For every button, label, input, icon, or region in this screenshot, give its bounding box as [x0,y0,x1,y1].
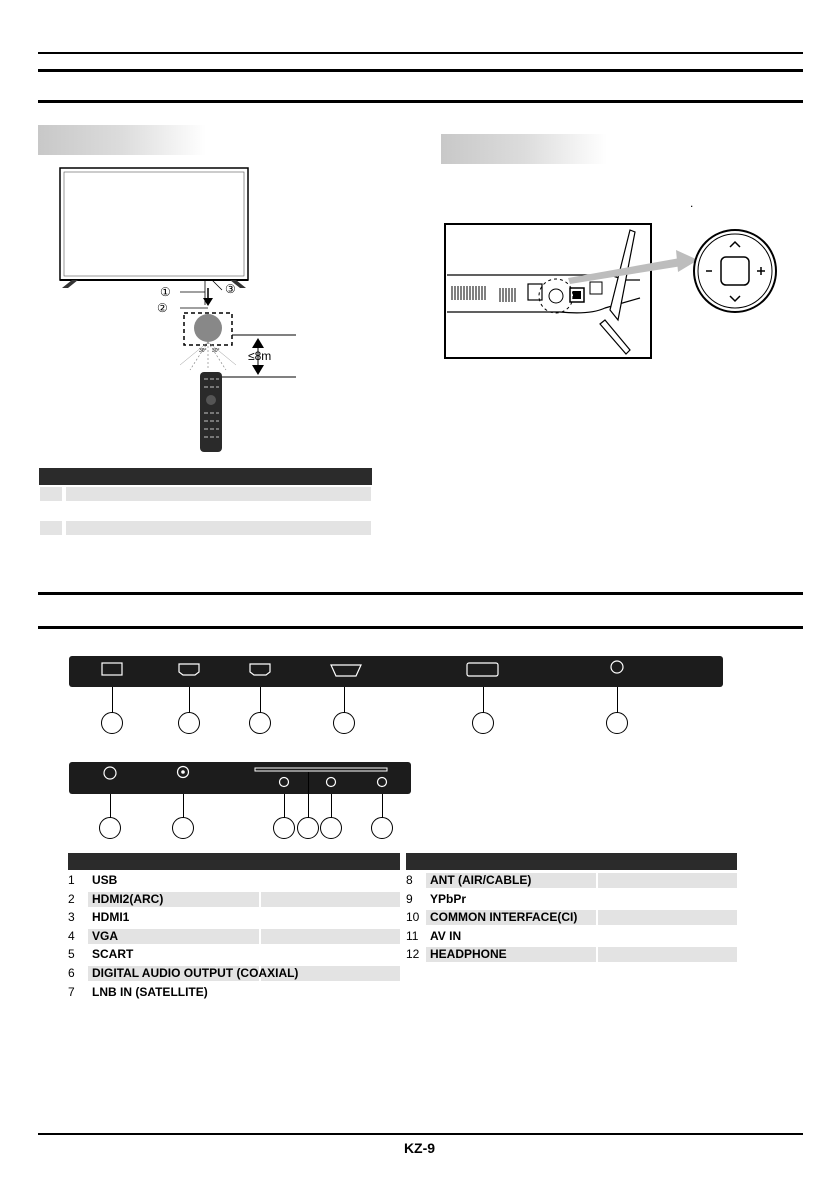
headphone-port-icon [378,778,387,787]
label-1: ① [160,285,171,299]
callout-circle [249,712,271,734]
row-shade-divider [596,947,598,962]
connector-number: 5 [68,947,75,962]
connector-number: 1 [68,873,75,887]
connector-row [406,909,737,926]
control-button-diagram [440,220,785,365]
sensor-table-header [39,468,372,485]
header-rule-middle [38,69,803,72]
connector-label: HEADPHONE [430,947,507,962]
callout-circle [297,817,319,839]
coaxial-port-icon [611,661,623,673]
connector-row [406,946,737,963]
section2-rule-bottom [38,626,803,629]
row-shade-divider [259,892,261,907]
dot-mark: . [690,196,694,210]
av-in-port-icon [327,778,336,787]
connector-row [406,891,737,908]
connector-number: 6 [68,966,75,980]
distance-label: ≤8m [248,349,272,363]
callout-circle [320,817,342,839]
ci-slot-icon [255,768,387,771]
connector-number: 10 [406,910,420,925]
scart-port-icon [467,663,498,676]
connector-panel-bottom-ports [69,762,411,794]
vga-port-icon [331,665,361,676]
connector-row [406,872,737,889]
sensor-table-row-3 [66,521,371,535]
connector-number: 12 [406,947,420,962]
header-rule-bottom [38,100,803,103]
connector-label: USB [92,873,118,887]
connector-number: 3 [68,910,75,925]
angle-left-label: 30° [199,348,207,354]
connector-row [68,965,400,982]
callout-circle [178,712,200,734]
section-title-bar-left [38,125,206,155]
sensor-circle [194,314,222,342]
connector-number: 11 [406,928,419,943]
connector-label: COMMON INTERFACE(CI) [430,910,578,925]
callout-circle [101,712,123,734]
callout-circle [273,817,295,839]
connector-label: HDMI1 [92,910,130,925]
label-2: ② [157,301,168,315]
footer-rule [38,1133,803,1135]
hdmi2-port-icon [179,664,199,675]
connector-label: YPbPr [430,891,467,906]
callout-circle [172,817,194,839]
tv-foot-left [62,280,78,288]
connector-row [68,946,400,963]
connector-row [68,891,400,908]
connector-row [68,928,400,945]
connector-row [68,984,400,1001]
callout-circle [333,712,355,734]
sensor-table-row-3-num [40,521,62,535]
row-shade [88,929,400,944]
connector-table-right-header [406,853,737,870]
usb-port-icon [102,663,122,675]
ypbpr-port-icon [280,778,289,787]
connector-label: VGA [92,928,119,943]
connector-table-left-header [68,853,400,870]
sensor-table-row-1 [66,487,371,501]
section-title-bar-right [441,134,607,164]
connector-number: 8 [406,873,413,887]
connector-number: 4 [68,928,75,943]
callout-circle [606,712,628,734]
section2-rule-top [38,592,803,595]
connector-number: 9 [406,891,413,906]
callout-circle [371,817,393,839]
row-shade-divider [596,910,598,925]
connector-row [406,928,737,945]
connector-label: ANT (AIR/CABLE) [430,873,532,887]
connector-row [68,872,400,889]
sensor-table-row-1-num [40,487,62,501]
control-button-center [721,257,749,285]
row-shade-divider [596,873,598,888]
connector-panel-top-ports [69,656,723,687]
lnb-port-icon [104,767,116,779]
connector-number: 2 [68,891,75,906]
callout-circle [99,817,121,839]
angle-right-label: 30° [212,348,220,354]
connector-label: AV IN [430,928,462,943]
remote-sensor-diagram [50,160,310,460]
hdmi1-port-icon [250,664,270,675]
connector-label: SCART [92,947,134,962]
label-3: ③ [225,282,236,296]
connector-label: DIGITAL AUDIO OUTPUT (COAXIAL) [92,966,299,980]
header-rule-top [38,52,803,54]
page-number: KZ-9 [403,1140,436,1156]
connector-number: 7 [68,984,75,999]
connector-row [68,909,400,926]
callout-circle [472,712,494,734]
row-shade-divider [259,929,261,944]
connector-label: HDMI2(ARC) [92,891,164,906]
connector-label: LNB IN (SATELLITE) [92,984,208,999]
